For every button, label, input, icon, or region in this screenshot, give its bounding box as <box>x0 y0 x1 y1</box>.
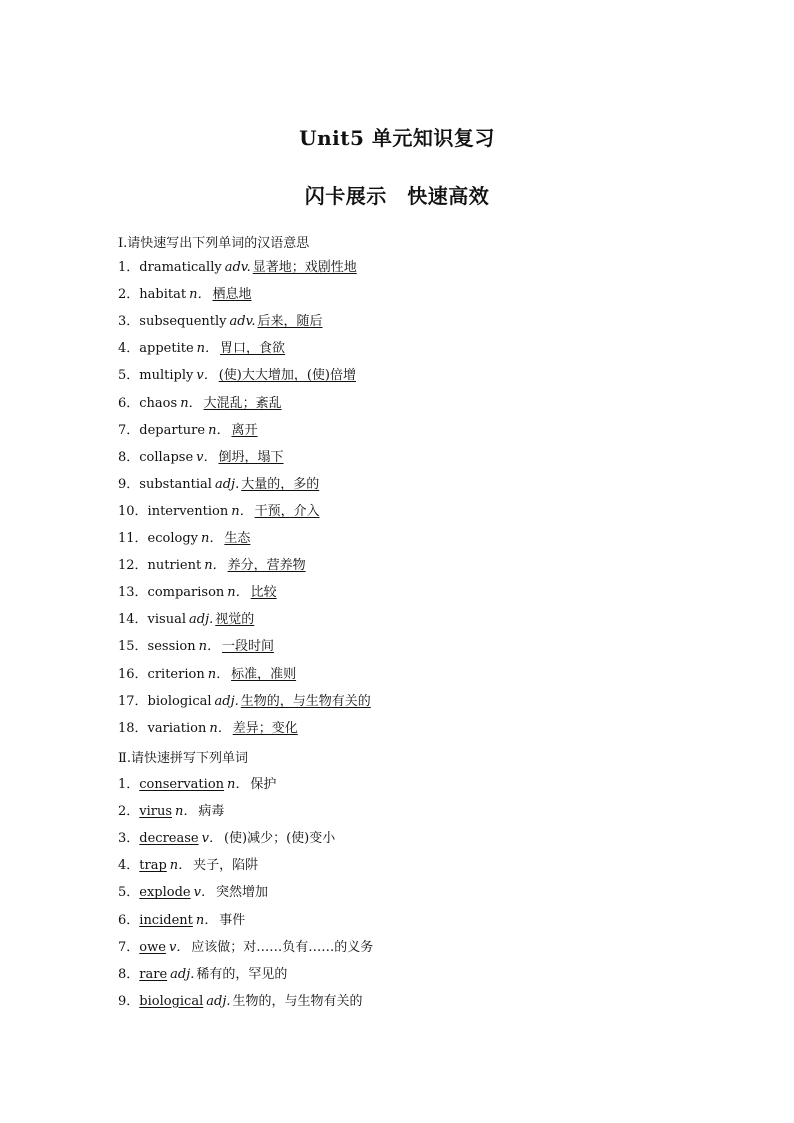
item-number: 16． <box>118 666 148 682</box>
page-title: Unit5 单元知识复习 <box>299 126 495 150</box>
item-answer: 胃口，食欲 <box>220 341 286 357</box>
item-word: dramatically <box>139 260 222 275</box>
item-word: variation <box>147 720 207 736</box>
item-pos: n． <box>198 639 220 655</box>
item-pos: v． <box>168 939 190 955</box>
list-item <box>118 666 296 684</box>
item-answer: (使)大大增加，(使)倍增 <box>218 368 357 384</box>
item-number: 9． <box>118 476 140 492</box>
list-item <box>118 584 277 602</box>
item-number: 12． <box>118 558 148 574</box>
item-number: 15． <box>118 639 148 655</box>
item-pos: adv. <box>224 260 251 275</box>
list-item <box>118 966 287 984</box>
item-number: 7． <box>118 939 140 955</box>
item-pos: adj. <box>189 612 214 628</box>
item-number: 6． <box>118 395 140 411</box>
item-answer: biological <box>139 993 204 1009</box>
item-answer: 标准，准则 <box>231 666 297 682</box>
item-meaning: 突然增加 <box>216 885 269 901</box>
item-pos: n． <box>209 720 231 736</box>
list-item <box>118 367 356 385</box>
item-number: 3． <box>118 831 140 847</box>
item-answer: virus <box>139 804 173 820</box>
item-answer: trap <box>139 858 167 874</box>
item-pos: n． <box>189 287 211 303</box>
item-answer: conservation <box>139 777 225 792</box>
list-item <box>118 884 268 902</box>
list-item <box>118 557 306 575</box>
item-pos: n． <box>201 531 223 546</box>
item-word: visual <box>147 612 187 628</box>
item-pos: v． <box>201 831 222 847</box>
list-item <box>118 857 258 875</box>
item-meaning: 应该做；对……负有……的义务 <box>191 939 374 955</box>
item-pos: n． <box>227 777 249 792</box>
item-answer: 比较 <box>250 585 277 601</box>
list-item <box>118 449 284 467</box>
item-pos: n． <box>227 585 249 601</box>
item-word: intervention <box>147 503 229 519</box>
item-number: 7． <box>118 422 140 438</box>
item-word: session <box>147 639 196 655</box>
item-number: 4． <box>118 858 140 874</box>
item-pos: n． <box>204 558 226 574</box>
list-item <box>118 776 276 794</box>
list-item <box>118 803 224 821</box>
list-item <box>118 993 363 1011</box>
item-pos: adj. <box>214 693 239 709</box>
item-number: 2． <box>118 804 140 820</box>
item-pos: adj. <box>214 476 240 492</box>
item-pos: adj. <box>206 993 231 1009</box>
item-answer: 后来，随后 <box>257 314 323 330</box>
item-word: collapse <box>139 449 194 465</box>
item-pos: adv. <box>229 314 256 330</box>
item-word: criterion <box>147 666 205 682</box>
item-number: 17． <box>118 693 148 709</box>
list-item <box>118 912 245 930</box>
list-item <box>118 720 298 738</box>
item-number: 5． <box>118 885 140 901</box>
list-item <box>118 830 335 848</box>
item-number: 2． <box>118 287 140 303</box>
item-pos: v． <box>196 368 217 384</box>
item-answer: 大混乱；紊乱 <box>203 395 282 411</box>
item-number: 9． <box>118 993 140 1009</box>
item-answer: 离开 <box>231 422 258 438</box>
list-item <box>118 340 285 358</box>
item-answer: 倒坍，塌下 <box>218 449 284 465</box>
item-number: 1． <box>118 777 140 792</box>
list-item <box>118 422 257 440</box>
item-answer: owe <box>139 939 166 955</box>
item-meaning: (使)减少；(使)变小 <box>223 831 336 847</box>
item-answer: 一段时间 <box>222 639 275 655</box>
item-word: biological <box>147 693 212 709</box>
item-pos: v． <box>196 449 217 465</box>
item-answer: explode <box>139 885 191 901</box>
item-number: 4． <box>118 341 140 357</box>
item-meaning: 保护 <box>250 777 277 792</box>
item-word: comparison <box>147 585 225 601</box>
item-answer: 视觉的 <box>215 612 255 628</box>
list-item <box>118 503 320 521</box>
list-item <box>118 638 274 656</box>
list-item <box>118 286 251 304</box>
item-pos: n． <box>196 341 219 357</box>
item-answer: 干预，介入 <box>254 503 320 519</box>
item-answer: rare <box>139 966 168 982</box>
item-pos: n． <box>180 395 202 411</box>
item-answer: 生态 <box>224 531 251 546</box>
item-number: 14． <box>118 612 148 628</box>
item-word: nutrient <box>147 558 202 574</box>
section1-heading: Ⅰ.请快速写出下列单词的汉语意思 <box>118 236 310 251</box>
list-item <box>118 395 282 413</box>
item-number: 8． <box>118 966 140 982</box>
item-word: subsequently <box>139 314 227 330</box>
item-word: chaos <box>139 395 178 411</box>
item-pos: n． <box>195 912 218 928</box>
item-answer: 显著地；戏剧性地 <box>252 260 357 275</box>
item-meaning: 稀有的，罕见的 <box>196 966 288 982</box>
list-item <box>118 313 323 331</box>
item-word: habitat <box>139 287 187 303</box>
item-meaning: 病毒 <box>198 804 225 820</box>
item-answer: decrease <box>139 831 199 847</box>
item-number: 1． <box>118 260 140 275</box>
item-number: 10． <box>118 503 148 519</box>
item-pos: n． <box>175 804 197 820</box>
list-item <box>118 693 371 711</box>
item-number: 8． <box>118 449 140 465</box>
item-answer: 差异；变化 <box>232 720 298 736</box>
item-pos: n． <box>169 858 192 874</box>
item-meaning: 夹子，陷阱 <box>193 858 259 874</box>
item-word: appetite <box>139 341 194 357</box>
section2-heading: Ⅱ.请快速拼写下列单词 <box>118 750 248 766</box>
item-answer: 养分，营养物 <box>227 558 306 574</box>
item-word: ecology <box>147 531 198 546</box>
item-pos: n． <box>207 666 230 682</box>
item-pos: adj. <box>170 966 195 982</box>
item-word: multiply <box>139 368 194 384</box>
item-number: 13． <box>118 585 148 601</box>
list-item <box>118 939 373 957</box>
item-word: substantial <box>139 476 212 492</box>
item-word: departure <box>139 422 206 438</box>
item-pos: n． <box>231 503 253 519</box>
item-pos: n． <box>208 422 230 438</box>
item-number: 11． <box>118 531 148 546</box>
list-item <box>118 611 254 629</box>
item-answer: 栖息地 <box>212 287 252 303</box>
item-number: 6． <box>118 912 140 928</box>
page-subtitle: 闪卡展示 快速高效 <box>304 184 490 208</box>
item-answer: incident <box>139 912 193 928</box>
list-item <box>118 259 357 277</box>
list-item <box>118 476 319 494</box>
item-answer: 生物的，与生物有关的 <box>240 693 371 709</box>
item-answer: 大量的，多的 <box>241 476 320 492</box>
list-item <box>118 530 250 548</box>
item-meaning: 生物的，与生物有关的 <box>232 993 363 1009</box>
item-pos: v． <box>193 885 214 901</box>
item-meaning: 事件 <box>219 912 246 928</box>
item-number: 3． <box>118 314 140 330</box>
item-number: 18． <box>118 720 148 736</box>
item-number: 5． <box>118 368 140 384</box>
